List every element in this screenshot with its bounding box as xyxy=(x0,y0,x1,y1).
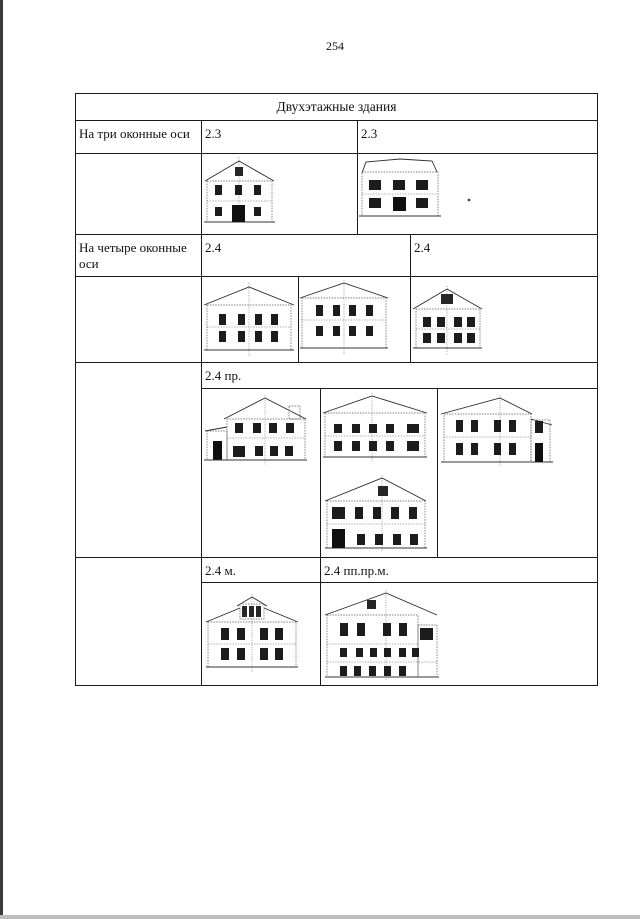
facade-2-4-pr-d xyxy=(441,395,553,466)
window xyxy=(334,424,342,433)
window xyxy=(366,305,373,316)
window xyxy=(423,317,431,327)
window xyxy=(366,326,373,336)
door xyxy=(393,197,406,211)
drawing-cell-2-4-pr-d xyxy=(437,388,598,558)
row-label-four-axes: На четыре оконные оси xyxy=(75,234,202,277)
window xyxy=(316,326,323,336)
roof-outline xyxy=(325,593,437,615)
window xyxy=(393,534,401,545)
window xyxy=(471,420,478,432)
gable-window xyxy=(256,606,261,617)
window xyxy=(407,424,419,433)
window xyxy=(237,648,245,660)
window xyxy=(270,446,278,456)
facade-drawing-2-3-a xyxy=(201,153,358,235)
facade-drawing-2-4-c xyxy=(410,276,598,363)
window xyxy=(494,420,501,432)
window xyxy=(410,534,418,545)
drawing-cell-2-4-pr-a xyxy=(201,388,321,558)
facade-drawing-2-4-pp-pr-m xyxy=(320,582,598,686)
window xyxy=(255,446,263,456)
window xyxy=(340,666,347,676)
window xyxy=(375,534,383,545)
window xyxy=(354,666,361,676)
drawing-cell-2-4-m xyxy=(201,582,321,686)
window xyxy=(391,507,399,519)
facade-2-4-pp-pr-m xyxy=(325,590,439,680)
facade-2-4-a xyxy=(204,283,294,356)
window xyxy=(509,443,516,455)
window xyxy=(237,628,245,640)
gable-window xyxy=(235,167,243,176)
window xyxy=(349,326,356,336)
drawing-cell-2-3-a xyxy=(201,153,358,235)
drawing-cell-2-4-pp-pr-m xyxy=(320,582,598,686)
facade-drawings-2-4-pr-b-c xyxy=(320,388,438,558)
window xyxy=(494,443,501,455)
window xyxy=(349,305,356,316)
variant-label-2-4-pr: 2.4 пр. xyxy=(201,362,598,389)
drawing-cell-2-4-b xyxy=(298,276,411,363)
roof-outline xyxy=(323,396,427,413)
gable-window xyxy=(242,606,247,617)
window xyxy=(399,623,407,636)
variant-label-2-4-m: 2.4 м. xyxy=(201,557,321,583)
window xyxy=(255,331,262,342)
window xyxy=(260,628,268,640)
facade-drawing-2-4-b xyxy=(298,276,411,363)
scan-edge-left xyxy=(0,0,3,919)
window xyxy=(456,443,463,455)
window xyxy=(340,623,348,636)
window xyxy=(437,317,445,327)
facade-2-4-pr-c xyxy=(325,475,427,552)
drawing-cell-2-4-c xyxy=(410,276,598,363)
window xyxy=(416,180,428,190)
window xyxy=(285,446,293,456)
roof-outline xyxy=(325,478,426,501)
window xyxy=(334,441,342,451)
row-label-three-axes: На три оконные оси xyxy=(75,120,202,154)
window xyxy=(357,623,365,636)
empty-label-cell xyxy=(75,362,202,558)
window xyxy=(420,628,433,640)
page-number: 254 xyxy=(326,39,344,53)
window xyxy=(271,314,278,325)
variant-label-2-4-b: 2.4 xyxy=(410,234,598,277)
window xyxy=(238,331,245,342)
window xyxy=(356,648,363,657)
window xyxy=(370,648,377,657)
window xyxy=(369,198,381,208)
scan-edge-bottom xyxy=(0,915,640,919)
gable-window xyxy=(378,486,388,496)
facade-2-4-m xyxy=(206,594,298,672)
roof-outline xyxy=(205,427,227,431)
roof-outline xyxy=(441,398,532,414)
variant-label-2-4-pp-pr-m: 2.4 пп.пр.м. xyxy=(320,557,598,583)
window xyxy=(275,648,283,660)
window xyxy=(332,507,345,519)
window xyxy=(253,423,261,433)
facade-2-3-b xyxy=(359,159,470,216)
window xyxy=(373,507,381,519)
empty-label-cell xyxy=(75,153,202,235)
window xyxy=(369,424,377,433)
window xyxy=(254,207,261,216)
window xyxy=(467,317,475,327)
facade-2-3-a xyxy=(204,157,275,222)
gable-window xyxy=(367,600,376,609)
window xyxy=(221,648,229,660)
empty-label-cell xyxy=(75,557,202,686)
window xyxy=(386,424,394,433)
roof-outline xyxy=(206,608,240,622)
drawing-cell-2-4-a xyxy=(201,276,299,363)
window xyxy=(260,648,268,660)
door xyxy=(213,441,222,460)
window xyxy=(219,331,226,342)
window xyxy=(384,648,391,657)
window xyxy=(416,198,428,208)
roof-outline xyxy=(362,159,437,173)
window xyxy=(467,333,475,343)
drawing-cell-2-3-b xyxy=(357,153,598,235)
window xyxy=(215,207,222,216)
window xyxy=(271,331,278,342)
window xyxy=(333,305,340,316)
window xyxy=(369,441,377,451)
facade-2-4-c xyxy=(413,286,482,355)
window xyxy=(238,314,245,325)
empty-label-cell xyxy=(75,276,202,363)
door xyxy=(232,205,245,222)
door xyxy=(535,443,543,462)
window xyxy=(399,648,406,657)
window xyxy=(412,648,419,657)
window xyxy=(386,441,394,451)
facade-drawing-2-4-pr-d xyxy=(437,388,598,558)
window xyxy=(393,180,405,190)
window xyxy=(215,185,222,195)
window xyxy=(454,317,462,327)
window xyxy=(357,534,365,545)
window xyxy=(340,648,347,657)
window xyxy=(235,185,242,195)
window xyxy=(369,666,376,676)
gable-window xyxy=(441,294,453,304)
facade-drawing-2-3-b xyxy=(357,153,598,235)
facade-2-4-pr-a xyxy=(204,395,307,465)
window xyxy=(535,421,543,433)
window xyxy=(471,443,478,455)
table-title: Двухэтажные здания xyxy=(75,93,598,121)
variant-label-2-3-a: 2.3 xyxy=(201,120,358,154)
window xyxy=(399,666,406,676)
window xyxy=(454,333,462,343)
window xyxy=(352,424,360,433)
window xyxy=(355,507,363,519)
window xyxy=(235,423,243,433)
mark-dot xyxy=(468,199,471,202)
window xyxy=(509,420,516,432)
window xyxy=(409,507,417,519)
facade-2-4-b xyxy=(300,280,388,355)
gable-window xyxy=(249,606,254,617)
window xyxy=(316,305,323,316)
facade-drawing-2-4-m xyxy=(201,582,321,686)
door xyxy=(332,529,345,548)
window xyxy=(286,423,294,433)
variant-label-2-3-b: 2.3 xyxy=(357,120,598,154)
facade-drawing-2-4-pr-a xyxy=(201,388,321,558)
window xyxy=(384,666,391,676)
window xyxy=(254,185,261,195)
window xyxy=(437,333,445,343)
window xyxy=(456,420,463,432)
window xyxy=(269,423,277,433)
window xyxy=(255,314,262,325)
window xyxy=(233,446,245,457)
drawing-cell-2-4-pr-b xyxy=(320,388,438,558)
annex-outline xyxy=(289,406,300,419)
facade-drawing-2-4-a xyxy=(201,276,299,363)
roof-outline xyxy=(224,398,306,419)
window xyxy=(219,314,226,325)
roof-outline xyxy=(264,608,298,622)
window xyxy=(369,180,381,190)
facade-2-4-pr-b xyxy=(323,393,427,462)
variant-label-2-4-a: 2.4 xyxy=(201,234,411,277)
window xyxy=(221,628,229,640)
window xyxy=(423,333,431,343)
window xyxy=(333,326,340,336)
window xyxy=(275,628,283,640)
window xyxy=(407,441,419,451)
window xyxy=(352,441,360,451)
window xyxy=(383,623,391,636)
